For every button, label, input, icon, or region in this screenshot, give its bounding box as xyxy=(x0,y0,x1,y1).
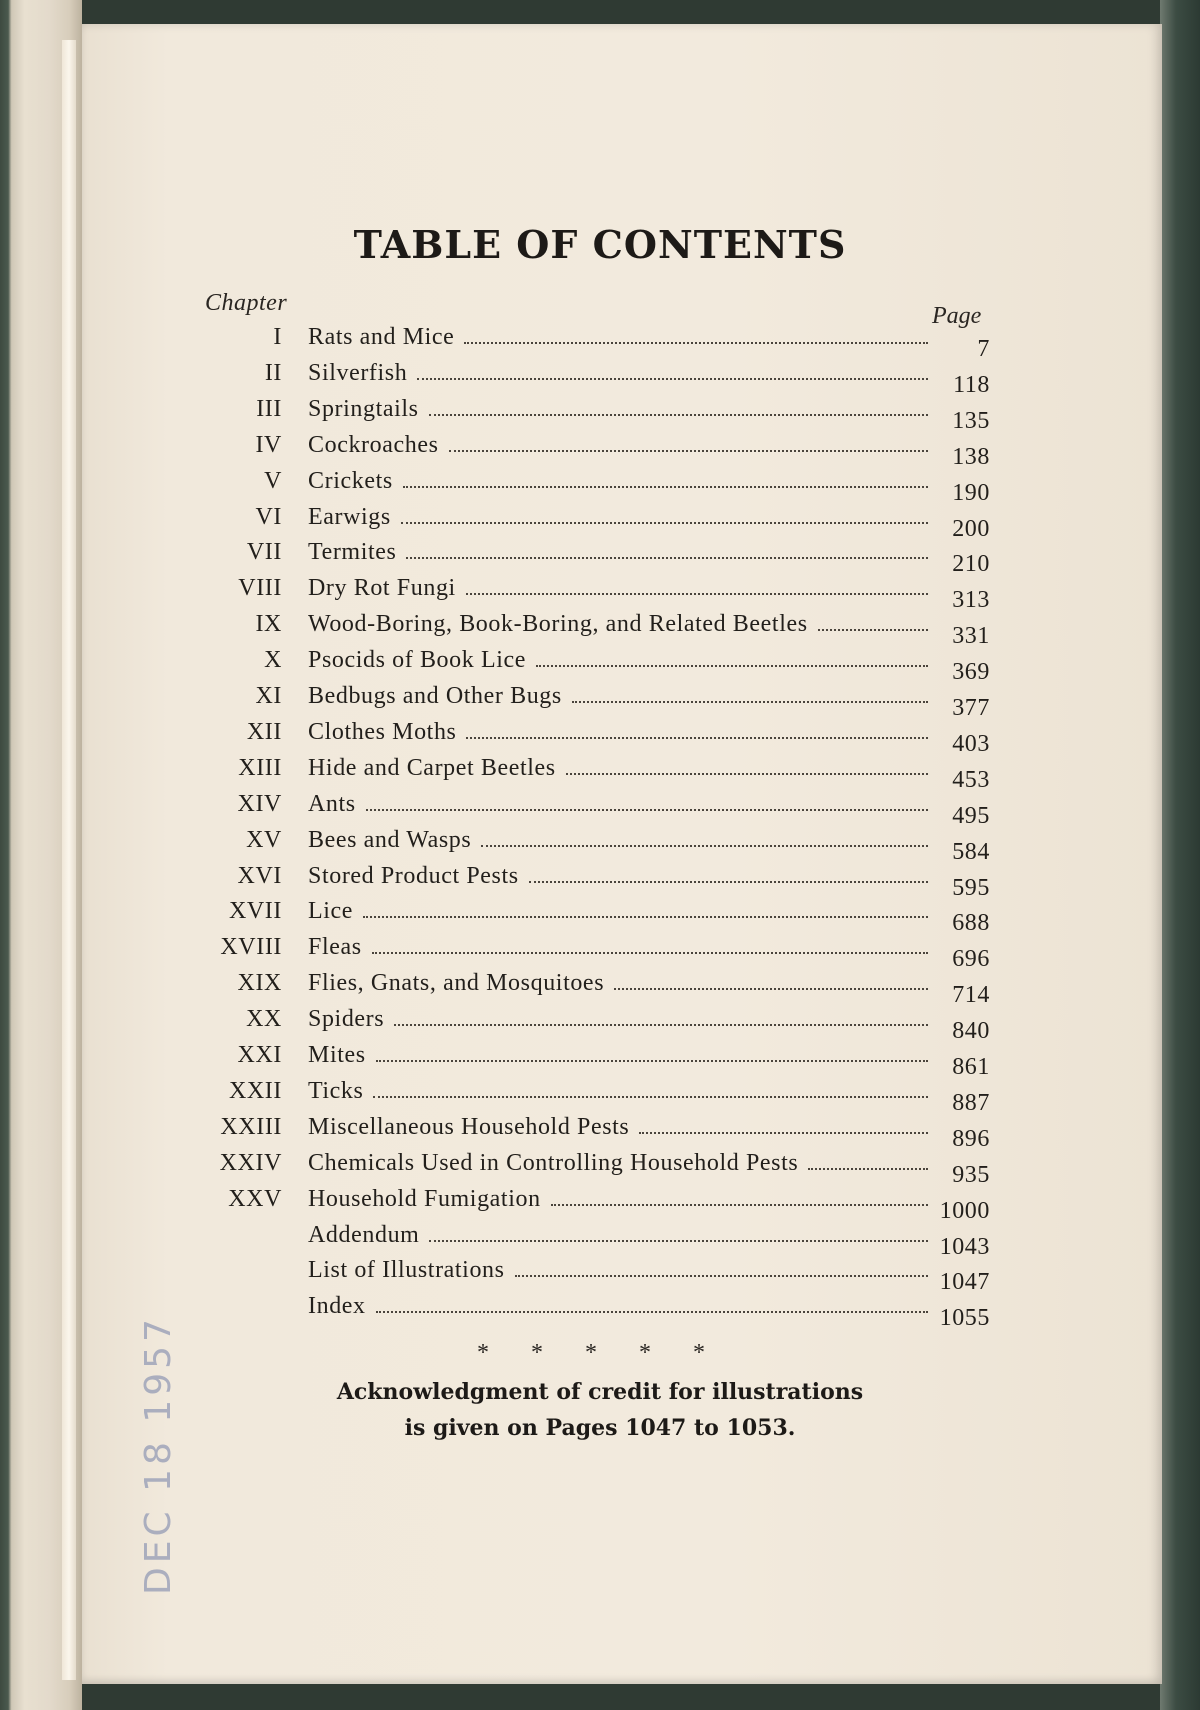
library-date-stamp: DEC 18 1957 xyxy=(138,1315,179,1595)
chapter-title: Hide and Carpet Beetles xyxy=(308,755,556,781)
dot-leader xyxy=(466,737,928,739)
chapter-title: Crickets xyxy=(308,468,393,494)
chapter-title: Cockroaches xyxy=(308,432,439,458)
chapter-title: Chemicals Used in Controlling Household Pests xyxy=(308,1150,799,1176)
chapter-number: XXII xyxy=(228,1078,282,1104)
dot-leader xyxy=(818,629,928,631)
chapter-number: XIII xyxy=(238,755,282,781)
dot-leader xyxy=(376,1060,928,1062)
entry-line xyxy=(308,1150,990,1188)
page-number: 584 xyxy=(952,839,990,865)
page-number: 1000 xyxy=(939,1198,990,1224)
toc-entry xyxy=(190,1042,990,1080)
toc-entry xyxy=(190,396,990,434)
toc-entry xyxy=(190,432,990,470)
toc-entry xyxy=(190,934,990,972)
dot-leader xyxy=(466,593,928,595)
chapter-column-label: Chapter xyxy=(205,290,288,316)
dot-leader xyxy=(373,1096,928,1098)
dot-leader xyxy=(614,988,928,990)
chapter-title: List of Illustrations xyxy=(308,1257,505,1283)
page-number: 688 xyxy=(952,910,990,936)
dot-leader xyxy=(481,845,928,847)
entry-line xyxy=(308,827,990,865)
page-number: 714 xyxy=(952,982,990,1008)
entry-line xyxy=(308,898,990,936)
chapter-title: Household Fumigation xyxy=(308,1186,541,1212)
dot-leader xyxy=(429,414,928,416)
toc-entry xyxy=(190,1257,990,1295)
entry-line xyxy=(308,1186,990,1224)
toc-entry xyxy=(190,360,990,398)
dot-leader xyxy=(363,916,928,918)
page-number: 1055 xyxy=(939,1305,990,1331)
chapter-title: Miscellaneous Household Pests xyxy=(308,1114,630,1140)
toc-entry xyxy=(190,1078,990,1116)
chapter-title: Flies, Gnats, and Mosquitoes xyxy=(308,970,605,996)
page-number: 896 xyxy=(952,1126,990,1152)
page-number: 595 xyxy=(952,875,990,901)
acknowledgment-line-2: is given on Pages 1047 to 1053. xyxy=(404,1415,796,1441)
entry-line xyxy=(308,1222,990,1260)
page-number: 696 xyxy=(952,946,990,972)
chapter-title: Ants xyxy=(308,791,356,817)
chapter-title: Lice xyxy=(308,898,354,924)
page-number: 210 xyxy=(952,551,990,577)
dot-leader xyxy=(515,1275,928,1277)
entry-line xyxy=(308,1006,990,1044)
dot-leader xyxy=(429,1240,928,1242)
dot-leader xyxy=(372,952,928,954)
entry-line xyxy=(308,468,990,506)
entry-line xyxy=(308,539,990,577)
chapter-title: Clothes Moths xyxy=(308,719,457,745)
chapter-title: Termites xyxy=(308,539,397,565)
chapter-number: XXIII xyxy=(220,1114,282,1140)
chapter-number: XIV xyxy=(237,791,282,817)
entry-line xyxy=(308,1078,990,1116)
page-number: 495 xyxy=(952,803,990,829)
entry-line xyxy=(308,970,990,1008)
page-number: 453 xyxy=(952,767,990,793)
toc-entry xyxy=(190,683,990,721)
toc-entry xyxy=(190,1186,990,1224)
dot-leader xyxy=(551,1204,928,1206)
toc-entry xyxy=(190,791,990,829)
chapter-number: XVII xyxy=(228,898,282,924)
chapter-number: I xyxy=(273,324,282,350)
chapter-title: Index xyxy=(308,1293,366,1319)
entry-line xyxy=(308,863,990,901)
entry-line xyxy=(308,755,990,793)
page-number: 200 xyxy=(952,516,990,542)
chapter-number: XXIV xyxy=(219,1150,282,1176)
entry-line xyxy=(308,396,990,434)
chapter-title: Fleas xyxy=(308,934,362,960)
entry-line xyxy=(308,1042,990,1080)
chapter-number: XXI xyxy=(237,1042,282,1068)
dot-leader xyxy=(403,486,928,488)
chapter-title: Rats and Mice xyxy=(308,324,455,350)
entry-line xyxy=(308,1114,990,1152)
page-number: 1043 xyxy=(939,1234,990,1260)
page-number: 861 xyxy=(952,1054,990,1080)
chapter-number: X xyxy=(264,647,282,673)
page-number: 138 xyxy=(952,444,990,470)
dot-leader xyxy=(449,450,928,452)
chapter-number: XX xyxy=(246,1006,282,1032)
toc-entry xyxy=(190,863,990,901)
page-number: 1047 xyxy=(939,1269,990,1295)
page-number: 7 xyxy=(977,336,990,362)
chapter-number: II xyxy=(264,360,282,386)
entry-line xyxy=(308,324,990,362)
page-number: 190 xyxy=(952,480,990,506)
chapter-title: Spiders xyxy=(308,1006,385,1032)
entry-line xyxy=(308,719,990,757)
dot-leader xyxy=(639,1132,928,1134)
toc-entry xyxy=(190,1293,990,1331)
dot-leader xyxy=(406,557,928,559)
chapter-title: Dry Rot Fungi xyxy=(308,575,456,601)
chapter-title: Ticks xyxy=(308,1078,364,1104)
entry-line xyxy=(308,1257,990,1295)
dot-leader xyxy=(376,1311,928,1313)
chapter-title: Silverfish xyxy=(308,360,408,386)
entry-line xyxy=(308,647,990,685)
entry-line xyxy=(308,934,990,972)
dot-leader xyxy=(808,1168,928,1170)
acknowledgment-line-1: Acknowledgment of credit for illustrations xyxy=(336,1379,864,1405)
chapter-number: VII xyxy=(246,539,282,565)
chapter-title: Bees and Wasps xyxy=(308,827,472,853)
chapter-title: Mites xyxy=(308,1042,366,1068)
entry-line xyxy=(308,683,990,721)
entry-line xyxy=(308,611,990,649)
page-number: 403 xyxy=(952,731,990,757)
toc-entry xyxy=(190,755,990,793)
chapter-number: V xyxy=(264,468,282,494)
dot-leader xyxy=(366,809,928,811)
chapter-number: XIX xyxy=(237,970,282,996)
toc-entry xyxy=(190,611,990,649)
page-number: 331 xyxy=(952,623,990,649)
dot-leader xyxy=(536,665,928,667)
chapter-title: Bedbugs and Other Bugs xyxy=(308,683,562,709)
chapter-number: XI xyxy=(255,683,282,709)
dot-leader xyxy=(394,1024,928,1026)
page-number: 935 xyxy=(952,1162,990,1188)
entry-line xyxy=(308,1293,990,1331)
dot-leader xyxy=(464,342,928,344)
toc-entry xyxy=(190,575,990,613)
dot-leader xyxy=(529,881,928,883)
page-number: 135 xyxy=(952,408,990,434)
toc-entry xyxy=(190,970,990,1008)
chapter-number: XII xyxy=(246,719,282,745)
dot-leader xyxy=(401,522,928,524)
page-number: 377 xyxy=(952,695,990,721)
chapter-title: Addendum xyxy=(308,1222,420,1248)
chapter-number: IX xyxy=(255,611,282,637)
chapter-number: VIII xyxy=(238,575,282,601)
toc-entry xyxy=(190,647,990,685)
page-title: TABLE OF CONTENTS xyxy=(353,222,847,267)
entry-line xyxy=(308,791,990,829)
toc-entry xyxy=(190,324,990,362)
toc-entry xyxy=(190,1006,990,1044)
chapter-number: XVI xyxy=(237,863,282,889)
entry-line xyxy=(308,432,990,470)
chapter-title: Springtails xyxy=(308,396,419,422)
toc-entry xyxy=(190,1222,990,1260)
chapter-number: XXV xyxy=(228,1186,282,1212)
dot-leader xyxy=(566,773,928,775)
chapter-number: XV xyxy=(246,827,282,853)
toc-entry xyxy=(190,1114,990,1152)
chapter-number: VI xyxy=(255,504,282,530)
toc-entry xyxy=(190,539,990,577)
dot-leader xyxy=(572,701,928,703)
page-number: 313 xyxy=(952,587,990,613)
toc-entry xyxy=(190,504,990,542)
chapter-number: XVIII xyxy=(220,934,282,960)
toc-entry xyxy=(190,719,990,757)
entry-line xyxy=(308,504,990,542)
entry-line xyxy=(308,575,990,613)
page-number: 840 xyxy=(952,1018,990,1044)
page-number: 887 xyxy=(952,1090,990,1116)
toc-entry xyxy=(190,1150,990,1188)
chapter-number: IV xyxy=(255,432,282,458)
chapter-title: Wood-Boring, Book-Boring, and Related Beetles xyxy=(308,611,808,637)
chapter-title: Stored Product Pests xyxy=(308,863,519,889)
dot-leader xyxy=(417,378,928,380)
chapter-title: Earwigs xyxy=(308,504,391,530)
page-column-label: Page xyxy=(932,303,982,329)
page-number: 118 xyxy=(953,372,990,398)
chapter-number: III xyxy=(256,396,282,422)
page-number: 369 xyxy=(952,659,990,685)
chapter-title: Psocids of Book Lice xyxy=(308,647,526,673)
entry-line xyxy=(308,360,990,398)
toc-entry xyxy=(190,898,990,936)
separator-stars: * * * * * xyxy=(477,1340,723,1366)
toc-entry xyxy=(190,827,990,865)
toc-entry xyxy=(190,468,990,506)
